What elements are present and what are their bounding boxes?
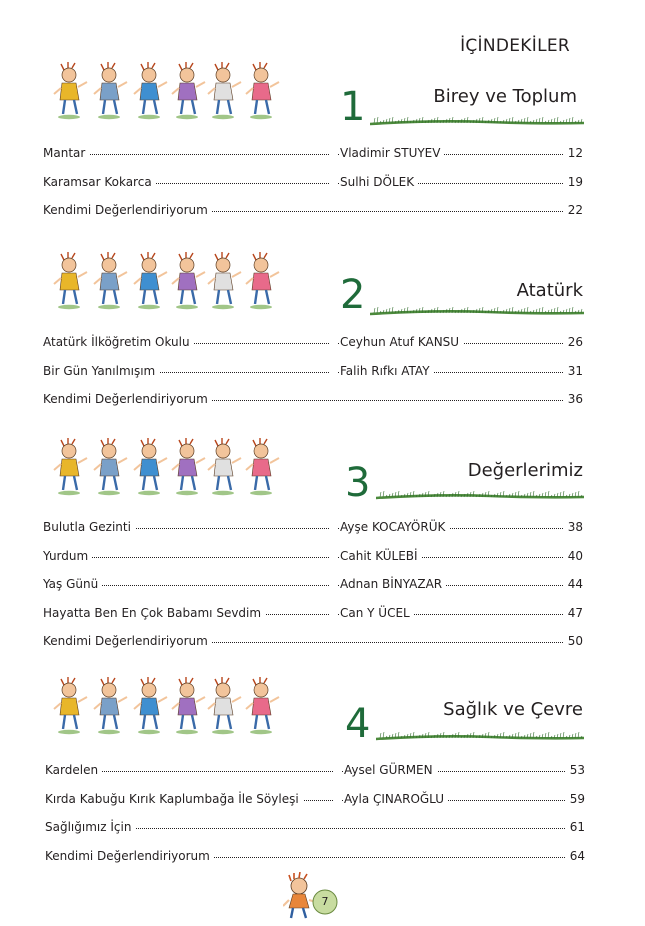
column-gap bbox=[330, 519, 338, 535]
entry-page: 31 bbox=[564, 363, 583, 379]
chapter-number: 3 bbox=[345, 460, 371, 506]
entry-page: 26 bbox=[564, 334, 583, 350]
entry-page: 22 bbox=[564, 202, 583, 218]
entry-title: Bulutla Gezinti bbox=[43, 519, 135, 535]
entry-author: Cahit KÜLEBİ bbox=[340, 548, 422, 564]
entry-page: 44 bbox=[564, 576, 583, 592]
chapter-title: Sağlık ve Çevre bbox=[443, 699, 583, 720]
toc-entry[interactable] bbox=[0, 519, 645, 535]
entry-title: Kırda Kabuğu Kırık Kaplumbağa İle Söyleşi bbox=[45, 791, 303, 807]
chapter-title: Değerlerimiz bbox=[467, 460, 583, 481]
column-gap bbox=[334, 791, 342, 807]
entry-author: Can Y ÜCEL bbox=[340, 605, 414, 621]
toc-entry[interactable] bbox=[0, 633, 645, 649]
chapter-number: 2 bbox=[340, 272, 366, 318]
entry-title: Kendimi Değerlendiriyorum bbox=[43, 633, 212, 649]
entry-title: Atatürk İlköğretim Okulu bbox=[43, 334, 194, 350]
grass-divider bbox=[376, 486, 584, 496]
entry-page: 47 bbox=[564, 605, 583, 621]
column-gap bbox=[330, 548, 338, 564]
entry-author: Ceyhun Atuf KANSU bbox=[340, 334, 463, 350]
entry-page: 61 bbox=[566, 819, 585, 835]
entry-title: Karamsar Kokarca bbox=[43, 174, 156, 190]
chapter-title: Atatürk bbox=[516, 280, 583, 301]
entry-page: 12 bbox=[564, 145, 583, 161]
chapter-title: Birey ve Toplum bbox=[433, 86, 577, 107]
grass-divider bbox=[370, 112, 584, 122]
dot-leader bbox=[49, 771, 565, 772]
toc-entry[interactable] bbox=[0, 576, 645, 592]
entry-page: 53 bbox=[566, 762, 585, 778]
toc-entry[interactable] bbox=[0, 819, 645, 835]
toc-entry[interactable] bbox=[0, 202, 645, 218]
toc-entry[interactable] bbox=[0, 334, 645, 350]
entry-title: Kendimi Değerlendiriyorum bbox=[45, 848, 214, 864]
grass-divider bbox=[370, 302, 584, 312]
entry-author: Vladimir STUYEV bbox=[340, 145, 444, 161]
entry-page: 36 bbox=[564, 391, 583, 407]
entry-page: 50 bbox=[564, 633, 583, 649]
children-illustration bbox=[52, 677, 284, 737]
toc-entry[interactable] bbox=[0, 848, 645, 864]
entry-page: 64 bbox=[566, 848, 585, 864]
chapter-number: 1 bbox=[340, 84, 366, 130]
toc-entry[interactable] bbox=[0, 174, 645, 190]
entry-title: Sağlığımız İçin bbox=[45, 819, 135, 835]
entry-page: 59 bbox=[566, 791, 585, 807]
children-illustration bbox=[52, 438, 284, 498]
entry-title: Kendimi Değerlendiriyorum bbox=[43, 202, 212, 218]
page-number: 7 bbox=[321, 895, 329, 908]
page-title: İÇİNDEKİLER bbox=[460, 36, 570, 56]
entry-author: Adnan BİNYAZAR bbox=[340, 576, 446, 592]
toc-entry[interactable] bbox=[0, 548, 645, 564]
column-gap bbox=[330, 363, 338, 379]
page-number-badge bbox=[283, 872, 343, 920]
toc-entry[interactable] bbox=[0, 762, 645, 778]
entry-page: 19 bbox=[564, 174, 583, 190]
entry-title: Hayatta Ben En Çok Babamı Sevdim bbox=[43, 605, 265, 621]
toc-entry[interactable] bbox=[0, 791, 645, 807]
toc-entry[interactable] bbox=[0, 145, 645, 161]
toc-entry[interactable] bbox=[0, 605, 645, 621]
entry-author: Ayşe KOCAYÖRÜK bbox=[340, 519, 449, 535]
grass-divider bbox=[376, 727, 584, 737]
entry-author: Falih Rıfkı ATAY bbox=[340, 363, 434, 379]
dot-leader bbox=[47, 557, 563, 558]
column-gap bbox=[330, 174, 338, 190]
column-gap bbox=[330, 334, 338, 350]
entry-title: Mantar bbox=[43, 145, 89, 161]
column-gap bbox=[334, 762, 342, 778]
children-illustration bbox=[52, 62, 284, 122]
entry-title: Kendimi Değerlendiriyorum bbox=[43, 391, 212, 407]
entry-title: Yaş Günü bbox=[43, 576, 102, 592]
dot-leader bbox=[47, 585, 563, 586]
entry-page: 38 bbox=[564, 519, 583, 535]
children-illustration bbox=[52, 252, 284, 312]
entry-author: Sulhi DÖLEK bbox=[340, 174, 418, 190]
entry-title: Kardelen bbox=[45, 762, 102, 778]
entry-author: Aysel GÜRMEN bbox=[344, 762, 437, 778]
kid-mascot-icon bbox=[283, 872, 343, 920]
column-gap bbox=[330, 605, 338, 621]
chapter-number: 4 bbox=[345, 701, 371, 747]
entry-page: 40 bbox=[564, 548, 583, 564]
toc-entry[interactable] bbox=[0, 391, 645, 407]
toc-entry[interactable] bbox=[0, 363, 645, 379]
column-gap bbox=[330, 145, 338, 161]
dot-leader bbox=[47, 154, 563, 155]
entry-author: Ayla ÇINAROĞLU bbox=[344, 791, 448, 807]
entry-title: Bir Gün Yanılmışım bbox=[43, 363, 159, 379]
column-gap bbox=[330, 576, 338, 592]
entry-title: Yurdum bbox=[43, 548, 92, 564]
